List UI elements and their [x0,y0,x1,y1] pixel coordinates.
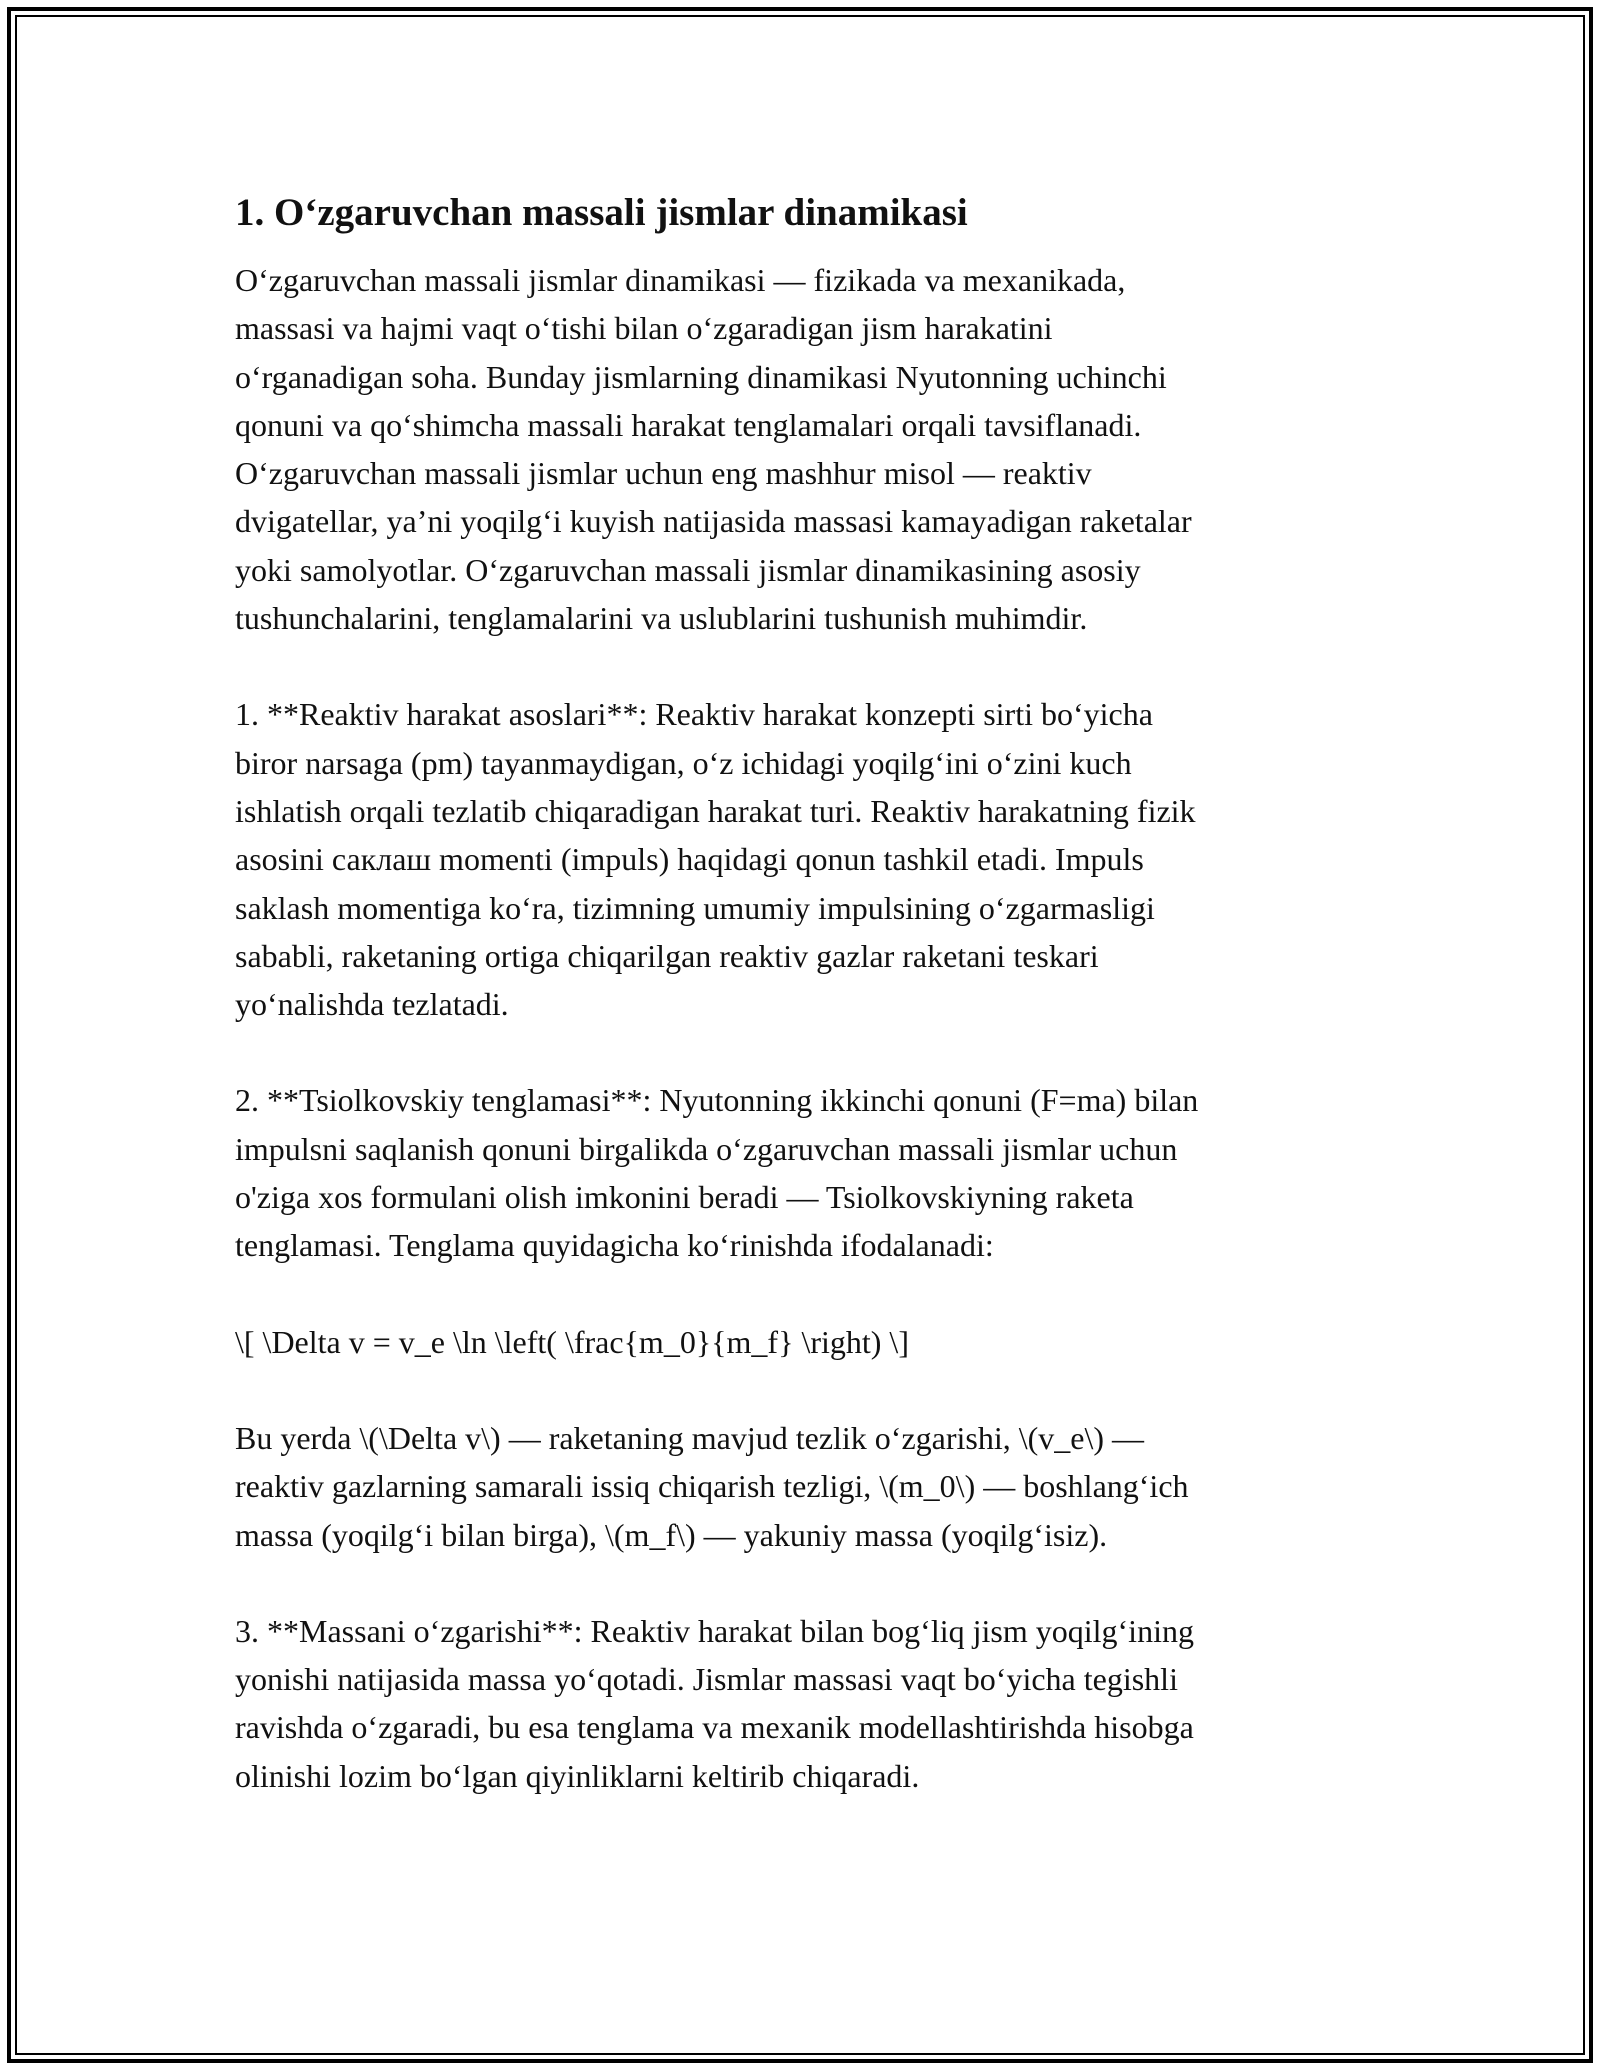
tsiolkovsky-paragraph: 2. **Tsiolkovskiy tenglamasi**: Nyutonning ikkinchi qonuni (F=ma) bilan impulsni saqlanish qonuni birgalikda oʻzgaruvchan massali jismlar uchun o'ziga xos formulani olish imkonini beradi — Tsiolkovskiyning raketa tenglamasi. Tenglama quyidagicha koʻrinishda ifodalanadi: [235,1082,1199,1264]
intro-paragraph: Oʻzgaruvchan massali jismlar dinamikasi — fizikada va mexanikada, massasi va hajmi vaqt oʻtishi bilan oʻzgaradigan jism harakatini oʻrganadigan soha. Bunday jismlarning dinamikasi Nyutonning uchinchi qonuni va qoʻshimcha massali harakat tenglamalari orqali tavsiflanadi. Oʻzgaruvchan massali jismlar uchun eng mashhur misol — reaktiv dvigatellar, yaʼni yoqilgʻi kuyish natijasida massasi kamayadigan raketalar yoki samolyotlar. Oʻzgaruvchan massali jismlar dinamikasining asosiy tushunchalarini, tenglamalarini va uslublarini tushunish muhimdir. [235,262,1192,637]
section-title: 1. Oʻzgaruvchan massali jismlar dinamikasi [235,191,968,234]
reactive-motion-paragraph: 1. **Reaktiv harakat asoslari**: Reaktiv harakat konzepti sirti boʻyicha biror narsaga (pm) tayanmaydigan, oʻz ichidagi yoqilgʻini oʻzini kuch ishlatish orqali tezlatib chiqaradigan harakat turi. Reaktiv harakatning fizik asosini саклаш momenti (impuls) haqidagi qonun tashkil etadi. Impuls saklash momentiga koʻra, tizimning umumiy impulsining oʻzgarmasligi sababli, raketaning ortiga chiqarilgan reaktiv gazlar raketani teskari yoʻnalishda tezlatadi. [235,696,1196,1023]
equation-line: \[ \Delta v = v_e \ln \left( \frac{m_0}{m_f} \right) \] [235,1323,909,1360]
document-body [235,188,1385,1800]
equation-explanation-paragraph: Bu yerda \(\Delta v\) — raketaning mavjud tezlik oʻzgarishi, \(v_e\) — reaktiv gazlarning samarali issiq chiqarish tezligi, \(m_0\) — boshlangʻich massa (yoqilgʻi bilan birga), \(m_f\) — yakuniy massa (yoqilgʻisiz). [235,1419,1189,1553]
mass-change-paragraph: 3. **Massani oʻzgarishi**: Reaktiv harakat bilan bogʻliq jism yoqilgʻining yonishi natijasida massa yoʻqotadi. Jismlar massasi vaqt boʻyicha tegishli ravishda oʻzgaradi, bu esa tenglama va mexanik modellashtirishda hisobga olinishi lozim boʻlgan qiyinliklarni keltirib chiqaradi. [235,1612,1194,1794]
